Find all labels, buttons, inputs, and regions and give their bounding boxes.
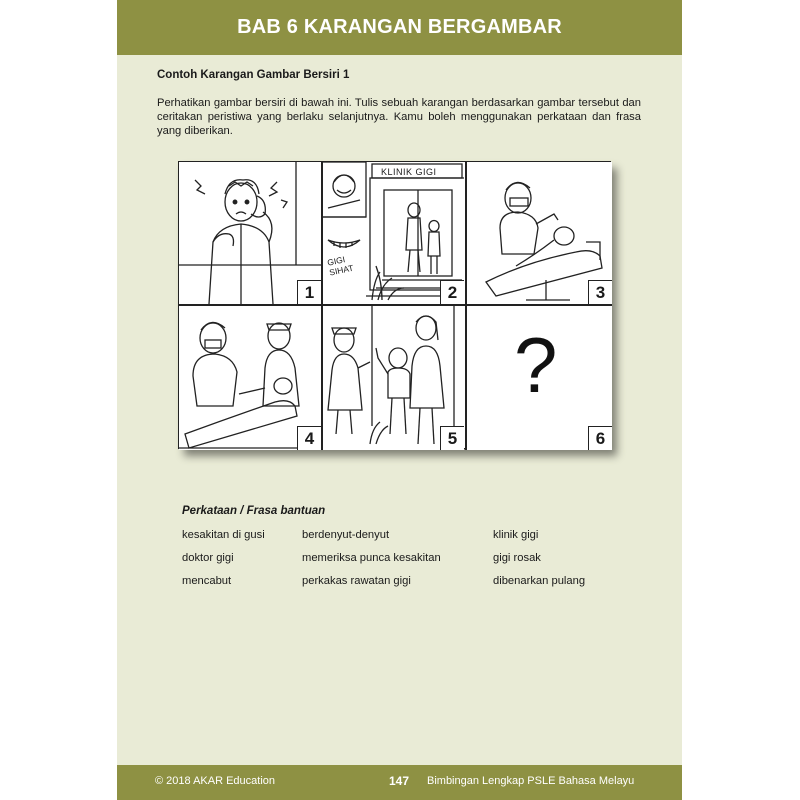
vocab-item: doktor gigi xyxy=(182,552,234,564)
comic-grid xyxy=(178,161,611,449)
panel-number: 2 xyxy=(440,280,464,304)
panel-3 xyxy=(466,162,612,304)
section-subtitle: Contoh Karangan Gambar Bersiri 1 xyxy=(157,69,350,81)
page-footer xyxy=(117,765,682,800)
grid-divider xyxy=(179,304,612,306)
question-mark: ? xyxy=(514,321,558,409)
vocab-item: gigi rosak xyxy=(493,552,541,564)
grid-divider xyxy=(465,162,467,450)
healthy-teeth-poster: GIGI SIHAT xyxy=(326,254,355,278)
panel-number: 5 xyxy=(440,426,464,450)
panel-number: 1 xyxy=(297,280,321,304)
vocab-item: klinik gigi xyxy=(493,529,539,541)
comic-strip xyxy=(178,161,611,449)
panel-number: 3 xyxy=(588,280,612,304)
vocab-item: perkakas rawatan gigi xyxy=(302,575,411,587)
panel-number: 4 xyxy=(297,426,321,450)
page-number: 147 xyxy=(389,774,410,788)
panel-5 xyxy=(322,306,464,450)
panel-number: 6 xyxy=(588,426,612,450)
clinic-sign: KLINIK GIGI xyxy=(381,167,437,177)
panel-4 xyxy=(179,306,321,450)
vocab-item: berdenyut-denyut xyxy=(302,529,390,541)
vocab-item: memeriksa punca kesakitan xyxy=(302,552,441,564)
vocab-item: kesakitan di gusi xyxy=(182,529,265,541)
chapter-title: BAB 6 KARANGAN BERGAMBAR xyxy=(237,16,562,38)
book-title: Bimbingan Lengkap PSLE Bahasa Melayu xyxy=(427,775,635,787)
panel-2 xyxy=(322,162,464,304)
vocab-item: mencabut xyxy=(182,575,232,587)
vocab-item: dibenarkan pulang xyxy=(493,575,586,587)
vocabulary-title: Perkataan / Frasa bantuan xyxy=(182,505,326,517)
panel-1 xyxy=(179,162,321,304)
instructions-text: Perhatikan gambar bersiri di bawah ini. Tulis sebuah karangan berdasarkan gambar tersebut dan ceritakan peristiwa yang berlaku selanjutnya. Kamu boleh menggunakan perkataan dan frasa yang diberikan. xyxy=(157,97,641,137)
grid-divider xyxy=(321,162,323,450)
copyright-text: © 2018 AKAR Education xyxy=(155,775,276,787)
chapter-header xyxy=(117,0,682,55)
panel-6 xyxy=(466,306,612,450)
